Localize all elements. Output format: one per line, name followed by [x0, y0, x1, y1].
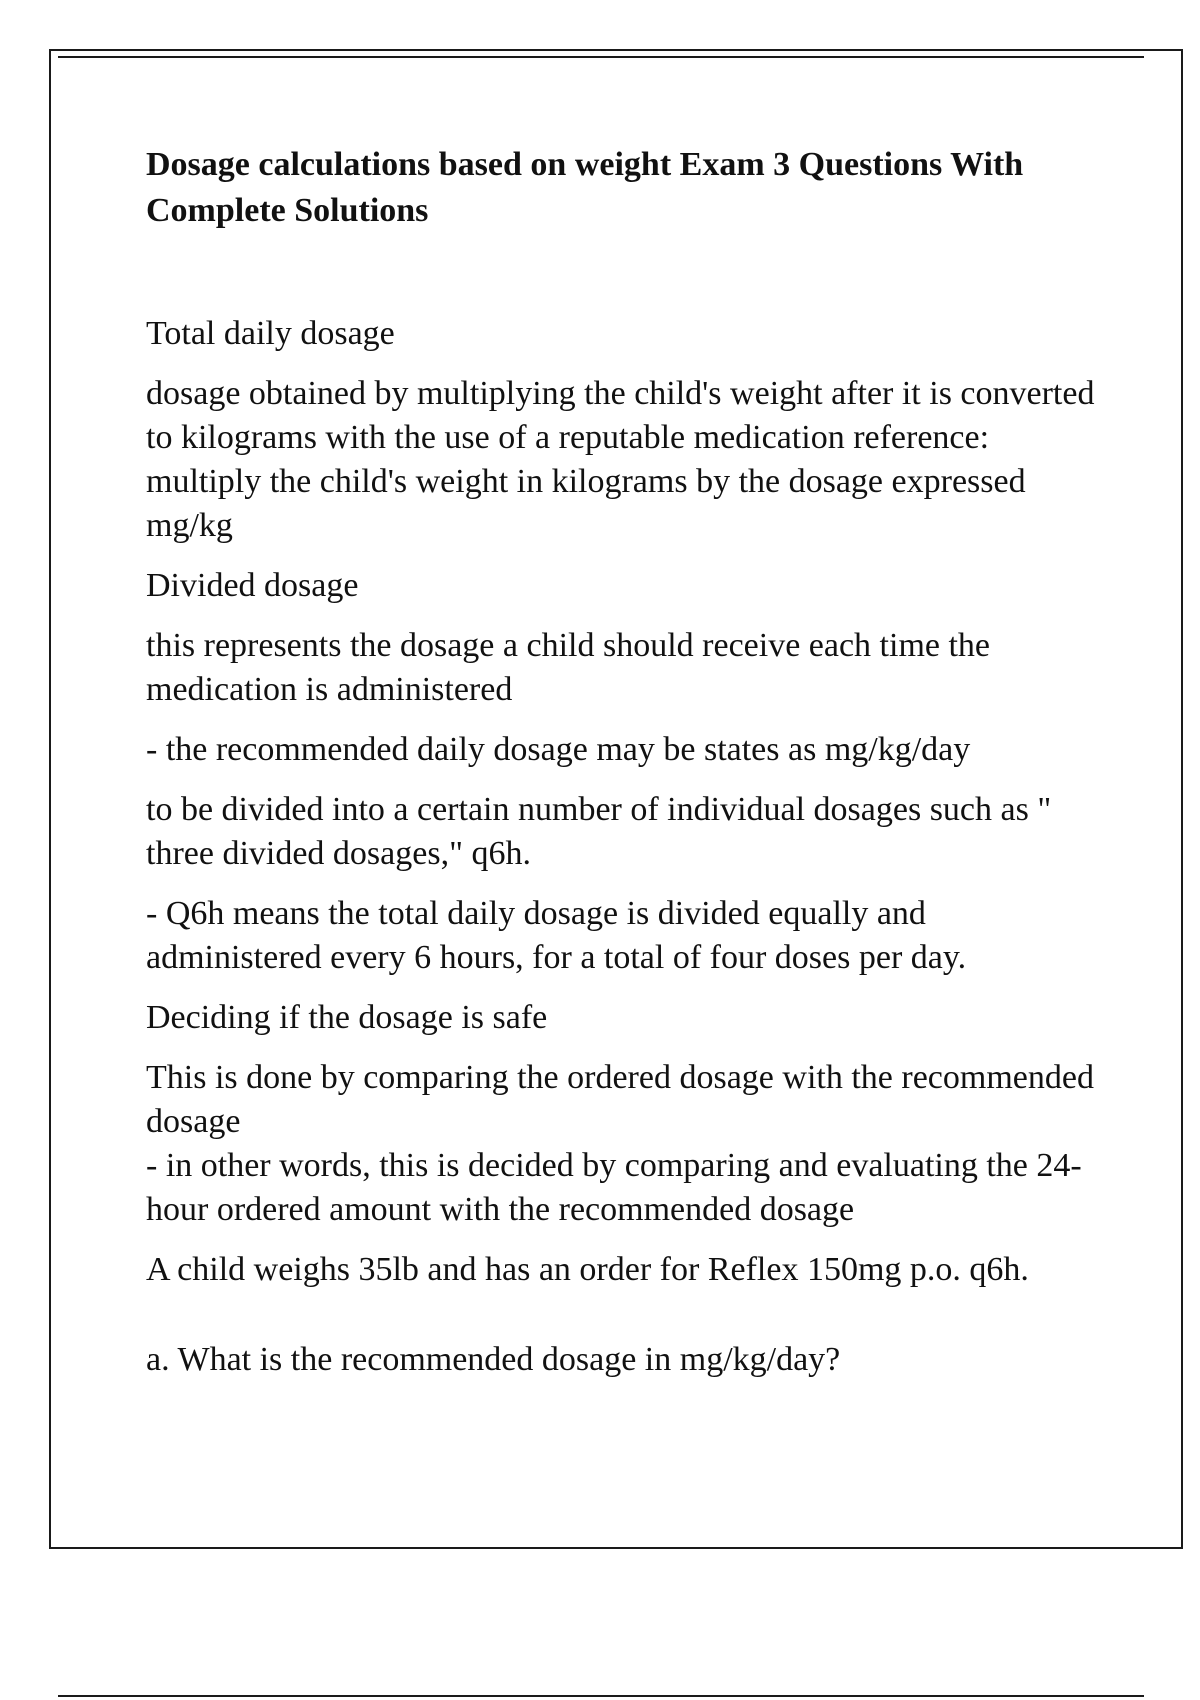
definition-divided-dosage: this represents the dosage a child should receive each time the medication is administered [146, 627, 991, 708]
header-rule [58, 56, 1144, 58]
document-body [146, 142, 1106, 1398]
note-recommended-daily-dosage: - the recommended daily dosage may be states as mg/kg/day [146, 731, 971, 768]
definition-deciding-safe-dosage: This is done by comparing the ordered dosage with the recommended dosage [146, 1059, 1094, 1140]
note-q6h: - Q6h means the total daily dosage is divided equally and administered every 6 hours, for a total of four doses per day. [146, 895, 967, 976]
question-scenario: A child weighs 35lb and has an order for Reflex 150mg p.o. q6h. [146, 1251, 1029, 1288]
note-comparing-dosage: - in other words, this is decided by comparing and evaluating the 24-hour ordered amount with the recommended dosage [146, 1147, 1082, 1228]
note-divided-dosages: to be divided into a certain number of individual dosages such as " three divided dosages," q6h. [146, 791, 1052, 872]
term-total-daily-dosage: Total daily dosage [146, 315, 395, 352]
document-title: Dosage calculations based on weight Exam 3 Questions With Complete Solutions [146, 146, 1024, 229]
question-a: a. What is the recommended dosage in mg/kg/day? [146, 1341, 841, 1378]
footer-rule [58, 1695, 1144, 1697]
term-deciding-safe-dosage: Deciding if the dosage is safe [146, 999, 548, 1036]
term-divided-dosage: Divided dosage [146, 567, 359, 604]
definition-total-daily-dosage: dosage obtained by multiplying the child's weight after it is converted to kilograms with the use of a reputable medication reference: multiply the child's weight in kilograms by the dosage expressed mg/kg [146, 375, 1095, 544]
